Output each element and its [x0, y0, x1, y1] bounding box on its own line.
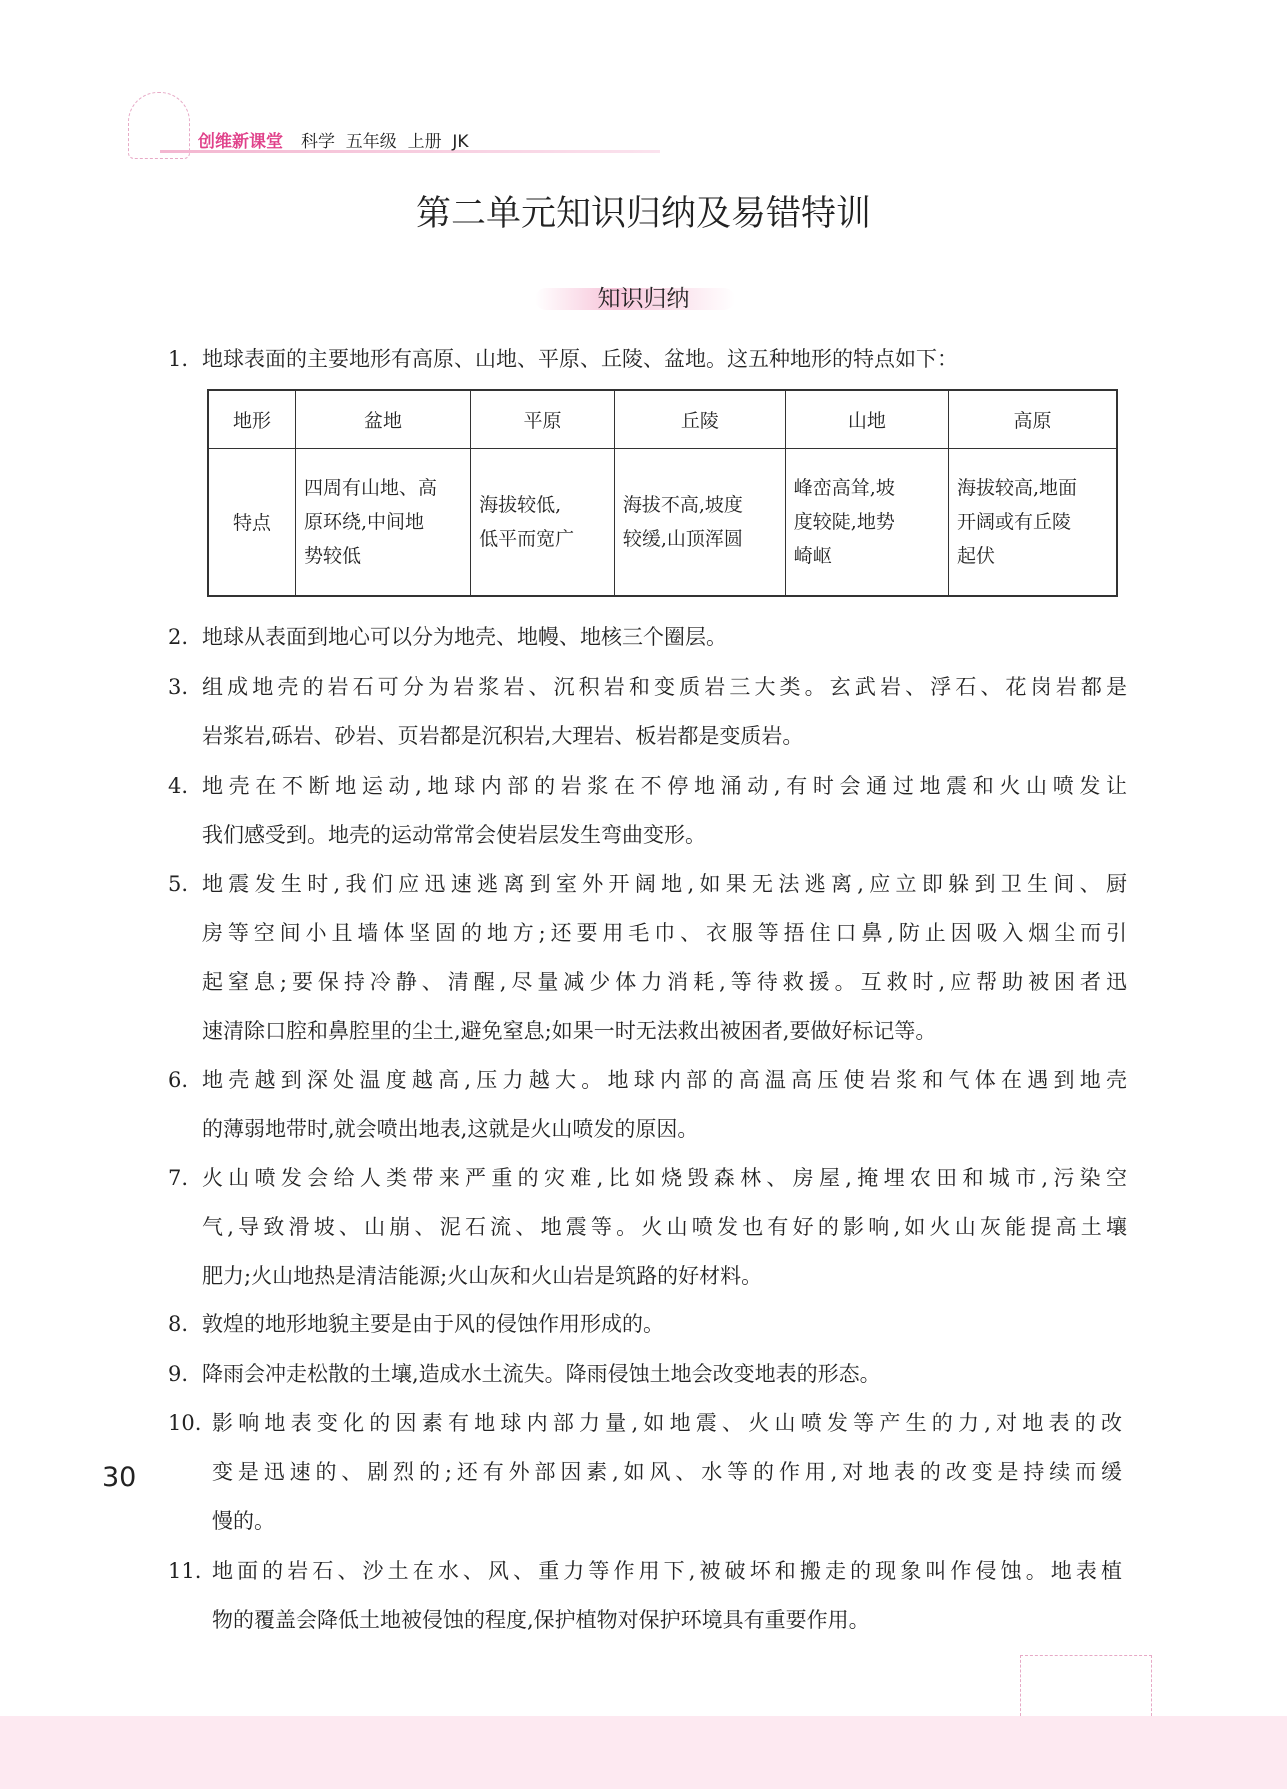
cell-line: 峰峦高耸,坡 [793, 476, 895, 499]
feature-cell [295, 448, 470, 596]
cell-line: 度较陡,地势 [793, 510, 895, 533]
item-number: 9. [168, 1362, 189, 1386]
table-header-cell: 山地 [785, 390, 948, 448]
item-text-line: 慢的。 [212, 1509, 275, 1533]
running-header [198, 127, 469, 152]
item-text-line: 降雨会冲走松散的土壤,造成水土流失。降雨侵蚀土地会改变地表的形态。 [202, 1362, 881, 1386]
cell-line: 低平而宽广 [479, 527, 575, 550]
item-number: 11. [168, 1559, 202, 1583]
item-text-line: 敦煌的地形地貌主要是由于风的侵蚀作用形成的。 [202, 1312, 664, 1336]
item-number: 7. [168, 1166, 189, 1190]
cell-line: 海拔不高,坡度 [622, 493, 743, 516]
item-number: 10. [168, 1411, 202, 1435]
item-text-line: 起窒息;要保持冷静、清醒,尽量减少体力消耗,等待救援。互救时,应帮助被困者迅 [202, 970, 1127, 994]
cell-line: 起伏 [956, 544, 995, 567]
footer-band [0, 1716, 1287, 1789]
item-text-line: 我们感受到。地壳的运动常常会使岩层发生弯曲变形。 [202, 823, 706, 847]
item-text-line: 火山喷发会给人类带来严重的灾难,比如烧毁森林、房屋,掩埋农田和城市,污染空 [202, 1166, 1127, 1190]
item-text-line: 房等空间小且墙体坚固的地方;还要用毛巾、衣服等捂住口鼻,防止因吸入烟尘而引 [202, 921, 1127, 945]
cell-line: 较缓,山顶浑圆 [622, 527, 743, 550]
item-number: 2. [168, 625, 189, 649]
landform-table [207, 389, 1118, 597]
item-text-line: 变是迅速的、剧烈的;还有外部因素,如风、水等的作用,对地表的改变是持续而缓 [212, 1460, 1122, 1484]
table-header-cell: 丘陵 [614, 390, 785, 448]
item-text-line: 地面的岩石、沙土在水、风、重力等作用下,被破坏和搬走的现象叫作侵蚀。地表植 [212, 1559, 1122, 1583]
feature-cell [948, 448, 1117, 596]
item-number: 1. [168, 347, 189, 371]
cell-line: 海拔较高,地面 [956, 476, 1077, 499]
row-label: 特点 [208, 448, 295, 596]
item-number: 5. [168, 872, 189, 896]
table-header-cell: 高原 [948, 390, 1117, 448]
item-text-line: 的薄弱地带时,就会喷出地表,这就是火山喷发的原因。 [202, 1117, 699, 1141]
brand: 创维新课堂 [198, 132, 283, 152]
cell-line: 原环绕,中间地 [303, 510, 424, 533]
page-number: 30 [102, 1462, 137, 1493]
book-info: 科学 五年级 上册 JK [301, 132, 469, 152]
cell-line: 四周有山地、高 [303, 476, 437, 499]
item-text-line: 地壳在不断地运动,地球内部的岩浆在不停地涌动,有时会通过地震和火山喷发让 [202, 774, 1127, 798]
cell-line: 开阔或有丘陵 [956, 510, 1071, 533]
item-text-line: 气,导致滑坡、山崩、泥石流、地震等。火山喷发也有好的影响,如火山灰能提高土壤 [202, 1215, 1127, 1239]
section-heading: 知识归纳 [597, 286, 690, 312]
feature-cell [614, 448, 785, 596]
item-text-line: 地壳越到深处温度越高,压力越大。地球内部的高温高压使岩浆和气体在遇到地壳 [202, 1068, 1127, 1092]
table-header-cell: 平原 [471, 390, 615, 448]
table-header-cell: 盆地 [295, 390, 470, 448]
item-number: 3. [168, 675, 189, 699]
page-title: 第二单元知识归纳及易错特训 [415, 194, 871, 234]
item-text-line: 组成地壳的岩石可分为岩浆岩、沉积岩和变质岩三大类。玄武岩、浮石、花岗岩都是 [202, 675, 1127, 699]
kids-illustration-icon [128, 92, 190, 159]
item-number: 6. [168, 1068, 189, 1092]
castle-decoration-icon [1020, 1655, 1152, 1716]
item-number: 8. [168, 1312, 189, 1336]
item-text-line: 地球从表面到地心可以分为地壳、地幔、地核三个圈层。 [202, 625, 727, 649]
table-header-cell: 地形 [208, 390, 295, 448]
item-text-line: 影响地表变化的因素有地球内部力量,如地震、火山喷发等产生的力,对地表的改 [212, 1411, 1122, 1435]
item-text-line: 地震发生时,我们应迅速逃离到室外开阔地,如果无法逃离,应立即躲到卫生间、厨 [202, 872, 1127, 896]
cell-line: 崎岖 [793, 544, 832, 567]
cell-line: 海拔较低, [479, 493, 562, 516]
item-number: 4. [168, 774, 189, 798]
item-text-line: 肥力;火山地热是清洁能源;火山灰和火山岩是筑路的好材料。 [202, 1264, 763, 1288]
item-text-line: 物的覆盖会降低土地被侵蚀的程度,保护植物对保护环境具有重要作用。 [212, 1608, 870, 1632]
feature-cell [785, 448, 948, 596]
item-text-line: 地球表面的主要地形有高原、山地、平原、丘陵、盆地。这五种地形的特点如下： [202, 347, 958, 371]
item-text-line: 岩浆岩,砾岩、砂岩、页岩都是沉积岩,大理岩、板岩都是变质岩。 [202, 724, 804, 748]
item-text-line: 速清除口腔和鼻腔里的尘土,避免窒息;如果一时无法救出被困者,要做好标记等。 [202, 1019, 937, 1043]
cell-line: 势较低 [303, 544, 361, 567]
feature-cell [471, 448, 615, 596]
